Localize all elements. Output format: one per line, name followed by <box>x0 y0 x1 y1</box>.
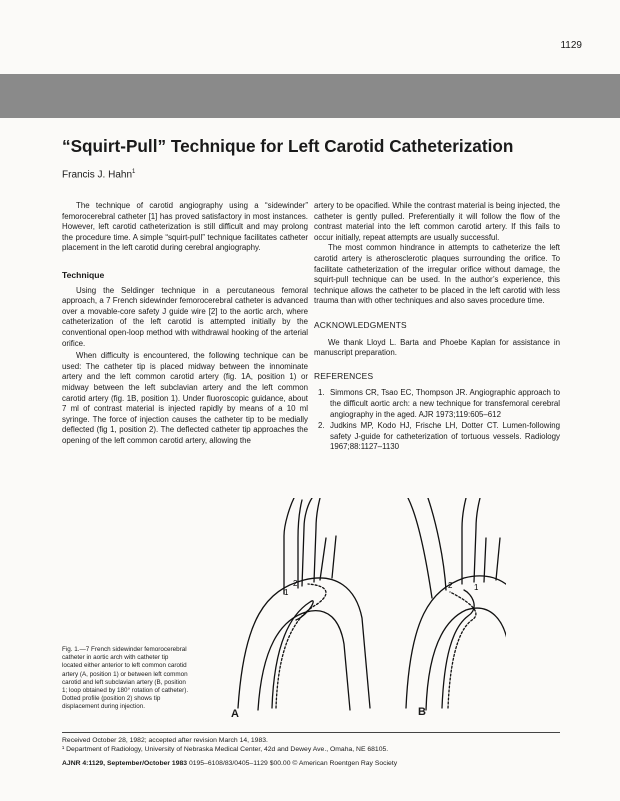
header-band <box>0 74 620 118</box>
vessel-a-4 <box>314 498 320 582</box>
page-number: 1129 <box>560 40 582 51</box>
figure-label-a: A <box>231 708 239 720</box>
reference-number: 1. <box>318 388 325 398</box>
vessel-b-1 <box>408 498 432 598</box>
reference-number: 2. <box>318 421 325 431</box>
acknowledgments-text: We thank Lloyd L. Barta and Phoebe Kaplan for assistance in manuscript preparation. <box>314 337 560 358</box>
technique-paragraph-2: When difficulty is encountered, the following technique can be used: The catheter tip is placed midway between the innominate artery and the left common carotid artery (fig. 1A, position 1) or midway between the left subclavian artery and the left common carotid artery (fig. 1B, position 1). Under fluoroscopic guidance, about 7 ml of contrast material is injected rapidly by means of a 10 ml syringe. The force of injection causes the catheter tip to be medially deflected (fig 1, position 2). The deflected catheter tip approaches the opening of the left common carotid artery, allowing the <box>62 351 308 445</box>
right-paragraph-1: artery to be opacified. While the contrast material is being injected, the catheter is gently pulled. Preferentially it will follow the flow of the contrast material into the left common carotid artery. If this fails to occur initially, repeat attempts are usually successful. <box>314 201 560 242</box>
reference-list <box>314 388 560 453</box>
fig-a-pos2: 2 <box>293 579 298 588</box>
catheter-b-deflected <box>448 592 476 708</box>
fig-b-pos1: 1 <box>474 583 479 592</box>
figure-caption: Fig. 1.—7 French sidewinder femorocerebral catheter in aortic arch with catheter tip located either anterior to left common carotid artery (A, position 1) or between left common carotid and left subclavian artery (B, position 1; loop obtained by 180° rotation of catheter). Dotted profile (position 2) shows tip displacement during injection. <box>62 646 189 711</box>
acknowledgments-heading: ACKNOWLEDGMENTS <box>314 319 407 330</box>
reference-item <box>314 388 560 420</box>
fig-b-pos2: 2 <box>448 581 453 590</box>
journal-code: 0195–6108/83/0405–1129 $00.00 © American Roentgen Ray Society <box>188 760 398 767</box>
received-note: Received October 28, 1982; accepted after revision March 14, 1983. <box>62 737 268 744</box>
vessel-a-2 <box>298 500 302 588</box>
author-line <box>62 169 135 180</box>
right-column <box>314 201 560 454</box>
figure-label-b: B <box>418 706 426 718</box>
fig-a-pos1: 1 <box>284 588 289 597</box>
affiliation-note: ¹ Department of Radiology, University of Nebraska Medical Center, 42d and Dewey Ave., Omaha, NE 68105. <box>62 746 389 753</box>
reference-item <box>314 421 560 453</box>
left-column <box>62 201 308 446</box>
vessel-b-5 <box>484 538 486 582</box>
reference-text: Simmons CR, Tsao EC, Thompson JR. Angiographic approach to the difficult aortic arch: a new technique for transfemoral cerebral angiography in the aged. AJR 1973;119:605–612 <box>330 388 560 419</box>
technique-paragraph-1: Using the Seldinger technique in a percutaneous femoral approach, a 7 French sidewinder femorocerebral catheter is advanced over a movable-core safety J guide wire [2] to the aortic arch, where catheterization of the left carotid is attempted initially by the conventional open-loop method with withdrawal hooking of the arterial orifice. <box>62 285 308 348</box>
article-title: “Squirt-Pull” Technique for Left Carotid Catheterization <box>62 136 514 156</box>
footnote-rule <box>62 732 560 733</box>
arch-a-inner <box>258 611 350 710</box>
vessel-b-3 <box>462 498 466 584</box>
vessel-a-5 <box>320 538 326 580</box>
journal-citation: AJNR 4:1129, September/October 1983 <box>62 760 188 767</box>
catheter-b <box>442 590 474 708</box>
vessel-a-3 <box>302 498 312 586</box>
right-paragraph-2: The most common hindrance in attempts to catheterize the left carotid artery is atherosclerotic plaques surrounding the orifice. To facilitate catheterization of the irregular orifice without damage, the squirt-pull technique can be used. In the author’s experience, this technique allows the catheter to be placed in the left carotid with less trauma than with other techniques and also saves procedure time. <box>314 243 560 306</box>
arch-b-inner <box>426 608 506 710</box>
technique-heading: Technique <box>62 269 105 280</box>
catheter-a <box>272 601 313 708</box>
references-heading: REFERENCES <box>314 370 374 381</box>
vessel-b-4 <box>474 498 480 582</box>
figure-b-vessels <box>406 498 506 710</box>
arch-a-outer <box>238 578 370 708</box>
catheter-a-deflected <box>276 584 326 708</box>
figure-a-vessels <box>238 498 370 710</box>
vessel-b-2 <box>428 498 446 590</box>
vessel-a-6 <box>332 536 336 578</box>
intro-paragraph: The technique of carotid angiography using a “sidewinder” femorocerebral catheter [1] has proved satisfactory in most instances. However, left carotid catheterization is still difficult and may prolong the procedure time. A simple “squirt-pull” technique facilitates catheter placement in the left carotid during cerebral angiography. <box>62 201 308 253</box>
journal-line <box>62 760 397 767</box>
reference-text: Judkins MP, Kodo HJ, Frische LH, Dotter CT. Lumen-following safety J-guide for catheterization of tortuous vessels. Radiology 1967;88:1127–1130 <box>330 421 560 452</box>
author-mark: 1 <box>132 169 136 175</box>
author-name: Francis J. Hahn <box>62 169 133 181</box>
figure-1-drawing <box>236 498 506 718</box>
vessel-b-6 <box>496 538 500 580</box>
